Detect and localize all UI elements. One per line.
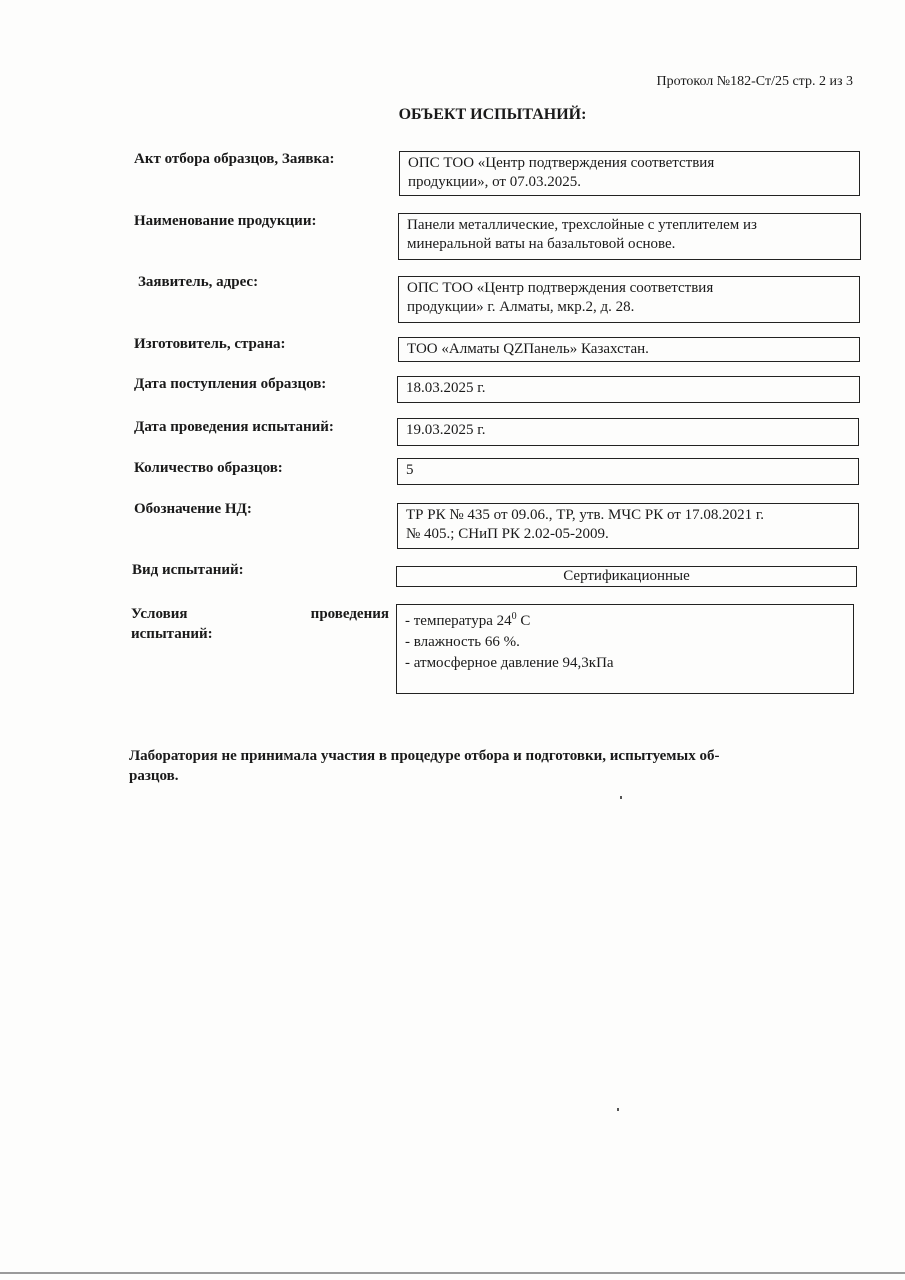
test-date-label: Дата проведения испытаний: (134, 419, 334, 435)
temperature-unit: С (516, 613, 531, 629)
conditions-label-word2: проведения (310, 606, 389, 622)
sampling-act-label: Акт отбора образцов, Заявка: (134, 151, 335, 167)
scan-speck (617, 1108, 619, 1111)
applicant-line1: ОПС ТОО «Центр подтверждения соответствия (407, 280, 714, 296)
temperature-text: - температура 24 (405, 613, 512, 629)
sample-count-label: Количество образцов: (134, 460, 283, 476)
receipt-date-label: Дата поступления образцов: (134, 376, 327, 392)
normative-doc-box (397, 503, 859, 549)
humidity-line: - влажность 66 %. (405, 634, 520, 650)
sampling-act-line2: продукции», от 07.03.2025. (408, 174, 581, 190)
receipt-date-box (397, 376, 860, 403)
sample-count-value: 5 (406, 462, 414, 478)
receipt-date-value: 18.03.2025 г. (406, 380, 486, 396)
normative-doc-line2: № 405.; СНиП РК 2.02-05-2009. (406, 526, 609, 542)
product-name-box (398, 213, 861, 260)
test-type-value: Сертификационные (563, 568, 690, 584)
product-name-line2: минеральной ваты на базальтовой основе. (407, 236, 676, 252)
conditions-box (396, 604, 854, 694)
laboratory-note-text: Лаборатория не принимала участия в процедуре отбора и подготовки, испытуемых об- разцов. (129, 748, 720, 784)
page-title: ОБЪЕКТ ИСПЫТАНИЙ: (398, 106, 587, 123)
temperature-degree: 0 (511, 611, 517, 622)
test-date-value: 19.03.2025 г. (406, 422, 486, 438)
sampling-act-box (399, 151, 860, 196)
sampling-act-line1: ОПС ТОО «Центр подтверждения соответствия (408, 155, 715, 171)
normative-doc-line1: ТР РК № 435 от 09.06., ТР, утв. МЧС РК от 17.08.2021 г. (406, 507, 765, 523)
normative-doc-label: Обозначение НД: (134, 501, 252, 517)
conditions-label-word1: Условия (131, 606, 188, 622)
applicant-line2: продукции» г. Алматы, мкр.2, д. 28. (407, 299, 635, 315)
temperature-line (405, 606, 845, 632)
manufacturer-value: ТОО «Алматы QZПанель» Казахстан. (407, 341, 649, 357)
test-type-label: Вид испытаний: (132, 562, 244, 578)
scan-edge-line (0, 1272, 905, 1274)
manufacturer-label: Изготовитель, страна: (134, 336, 286, 352)
laboratory-note (129, 746, 829, 786)
manufacturer-box (398, 337, 860, 362)
protocol-reference: Протокол №182-Ст/25 стр. 2 из 3 (656, 74, 853, 89)
applicant-box (398, 276, 860, 323)
applicant-label: Заявитель, адрес: (138, 274, 259, 290)
conditions-label (131, 604, 389, 644)
sample-count-box (397, 458, 859, 485)
test-date-box (397, 418, 859, 446)
scan-speck (620, 796, 622, 799)
product-name-label: Наименование продукции: (134, 213, 317, 229)
pressure-line: - атмосферное давление 94,3кПа (405, 655, 614, 671)
product-name-line1: Панели металлические, трехслойные с утеплителем из (407, 217, 757, 233)
test-type-box (396, 566, 857, 587)
conditions-label-word3: испытаний: (131, 626, 213, 642)
